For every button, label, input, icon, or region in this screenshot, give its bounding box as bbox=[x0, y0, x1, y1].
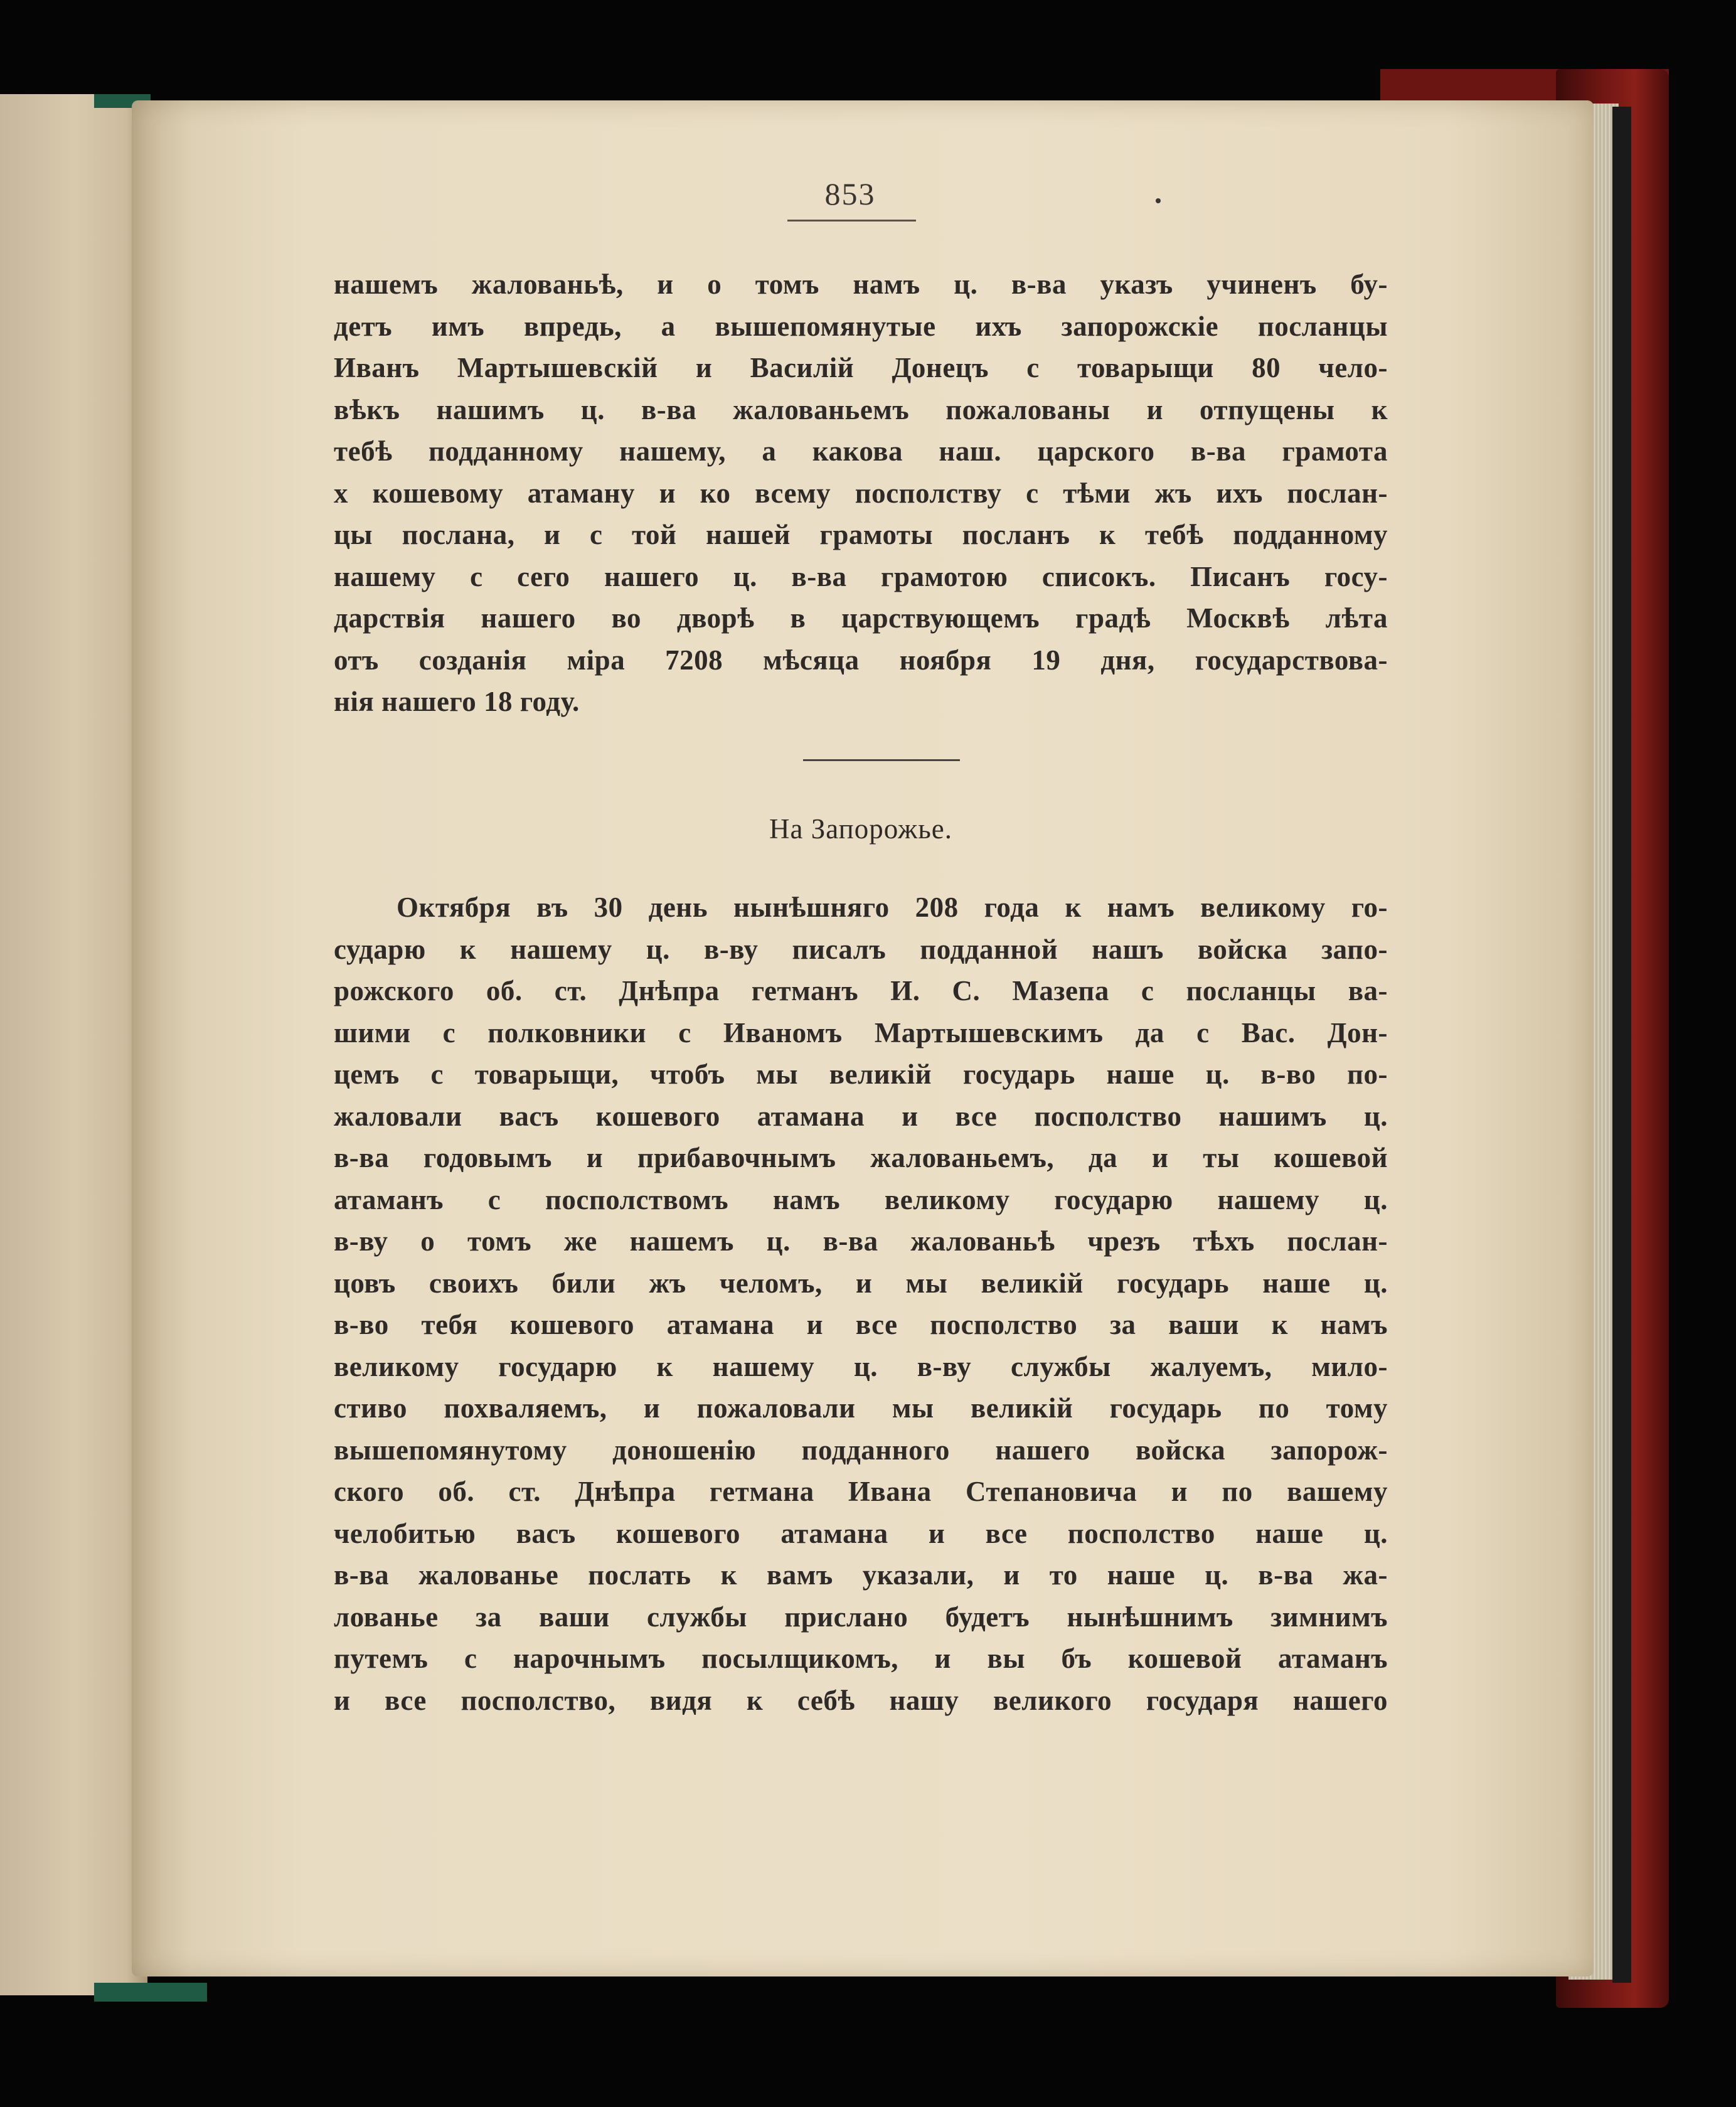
text-line: х кошевому атаману и ко всему посполству с тѣми жъ ихъ послан- bbox=[334, 477, 1388, 509]
text-line: и все посполство, видя к себѣ нашу великого государя нашего bbox=[334, 1684, 1388, 1716]
text-line: нія нашего 18 году. bbox=[334, 686, 580, 717]
text-line: жаловали васъ кошевого атамана и все посполство нашимъ ц. bbox=[334, 1100, 1388, 1132]
header-dot bbox=[1156, 198, 1161, 203]
text-line: детъ имъ впредь, а вышепомянутые ихъ запорожскіе посланцы bbox=[334, 310, 1388, 342]
text-line: стиво похваляемъ, и пожаловали мы великій государь по тому bbox=[334, 1392, 1388, 1424]
text-line: Иванъ Мартышевскій и Василій Донецъ с товарыщи 80 чело- bbox=[334, 352, 1388, 383]
text-line: вышепомянутому доношенію подданного нашего войска запорож- bbox=[334, 1434, 1388, 1466]
text-line: дарствія нашего во дворѣ в царствующемъ градѣ Москвѣ лѣта bbox=[334, 602, 1388, 634]
text-line: в-ва жалованье послать к вамъ указали, и то наше ц. в-ва жа- bbox=[334, 1559, 1388, 1591]
text-line: ского об. ст. Днѣпра гетмана Ивана Степановича и по вашему bbox=[334, 1476, 1388, 1507]
paragraph-2 bbox=[334, 887, 1388, 1721]
text-line: цы послана, и с той нашей грамоты посланъ к тебѣ подданному bbox=[334, 519, 1388, 550]
text-line: в-ву о томъ же нашемъ ц. в-ва жалованьѣ чрезъ тѣхъ послан- bbox=[334, 1225, 1388, 1257]
text-line: цовъ своихъ били жъ челомъ, и мы великій государь наше ц. bbox=[334, 1267, 1388, 1299]
text-line: в-ва годовымъ и прибавочнымъ жалованьемъ, да и ты кошевой bbox=[334, 1142, 1388, 1173]
text-line: путемъ с нарочнымъ посылщикомъ, и вы бъ кошевой атаманъ bbox=[334, 1643, 1388, 1674]
text-line: Октября въ 30 день нынѣшняго 208 года к намъ великому го- bbox=[397, 892, 1388, 923]
section-divider bbox=[803, 759, 960, 761]
paragraph-1 bbox=[334, 264, 1388, 723]
text-line: челобитью васъ кошевого атамана и все посполство наше ц. bbox=[334, 1517, 1388, 1549]
text-line: вѣкъ нашимъ ц. в-ва жалованьемъ пожалованы и отпущены к bbox=[334, 393, 1388, 425]
page-edge-shadow bbox=[1612, 107, 1631, 1983]
text-line: в-во тебя кошевого атамана и все посполство за ваши к намъ bbox=[334, 1309, 1388, 1340]
text-line: цемъ с товарыщи, чтобъ мы великій государь наше ц. в-во по- bbox=[334, 1059, 1388, 1090]
text-line: великому государю к нашему ц. в-ву службы жалуемъ, мило- bbox=[334, 1350, 1388, 1382]
text-line: отъ созданія міра 7208 мѣсяца ноября 19 дня, государствова- bbox=[334, 644, 1388, 676]
text-line: тебѣ подданному нашему, а какова наш. царского в-ва грамота bbox=[334, 435, 1388, 467]
text-line: нашему с сего нашего ц. в-ва грамотою списокъ. Писанъ госу- bbox=[334, 560, 1388, 592]
text-line: шими с полковники с Иваномъ Мартышевскимъ да с Вас. Дон- bbox=[334, 1016, 1388, 1048]
left-page bbox=[0, 94, 147, 1995]
page-number: 853 bbox=[824, 176, 876, 211]
text-line: нашемъ жалованьѣ, и о томъ намъ ц. в-ва указъ учиненъ бу- bbox=[334, 269, 1388, 300]
endpaper-green-bottom bbox=[94, 1983, 207, 2002]
text-line: лованье за ваши службы прислано будетъ нынѣшнимъ зимнимъ bbox=[334, 1601, 1388, 1633]
page-number-rule bbox=[787, 220, 916, 221]
text-line: рожского об. ст. Днѣпра гетманъ И. С. Мазепа с посланцы ва- bbox=[334, 975, 1388, 1006]
text-line: атаманъ с посполствомъ намъ великому государю нашему ц. bbox=[334, 1183, 1388, 1215]
text-line: сударю к нашему ц. в-ву писалъ подданной нашъ войска запо- bbox=[334, 933, 1388, 965]
section-title: На Запорожье. bbox=[769, 813, 952, 845]
